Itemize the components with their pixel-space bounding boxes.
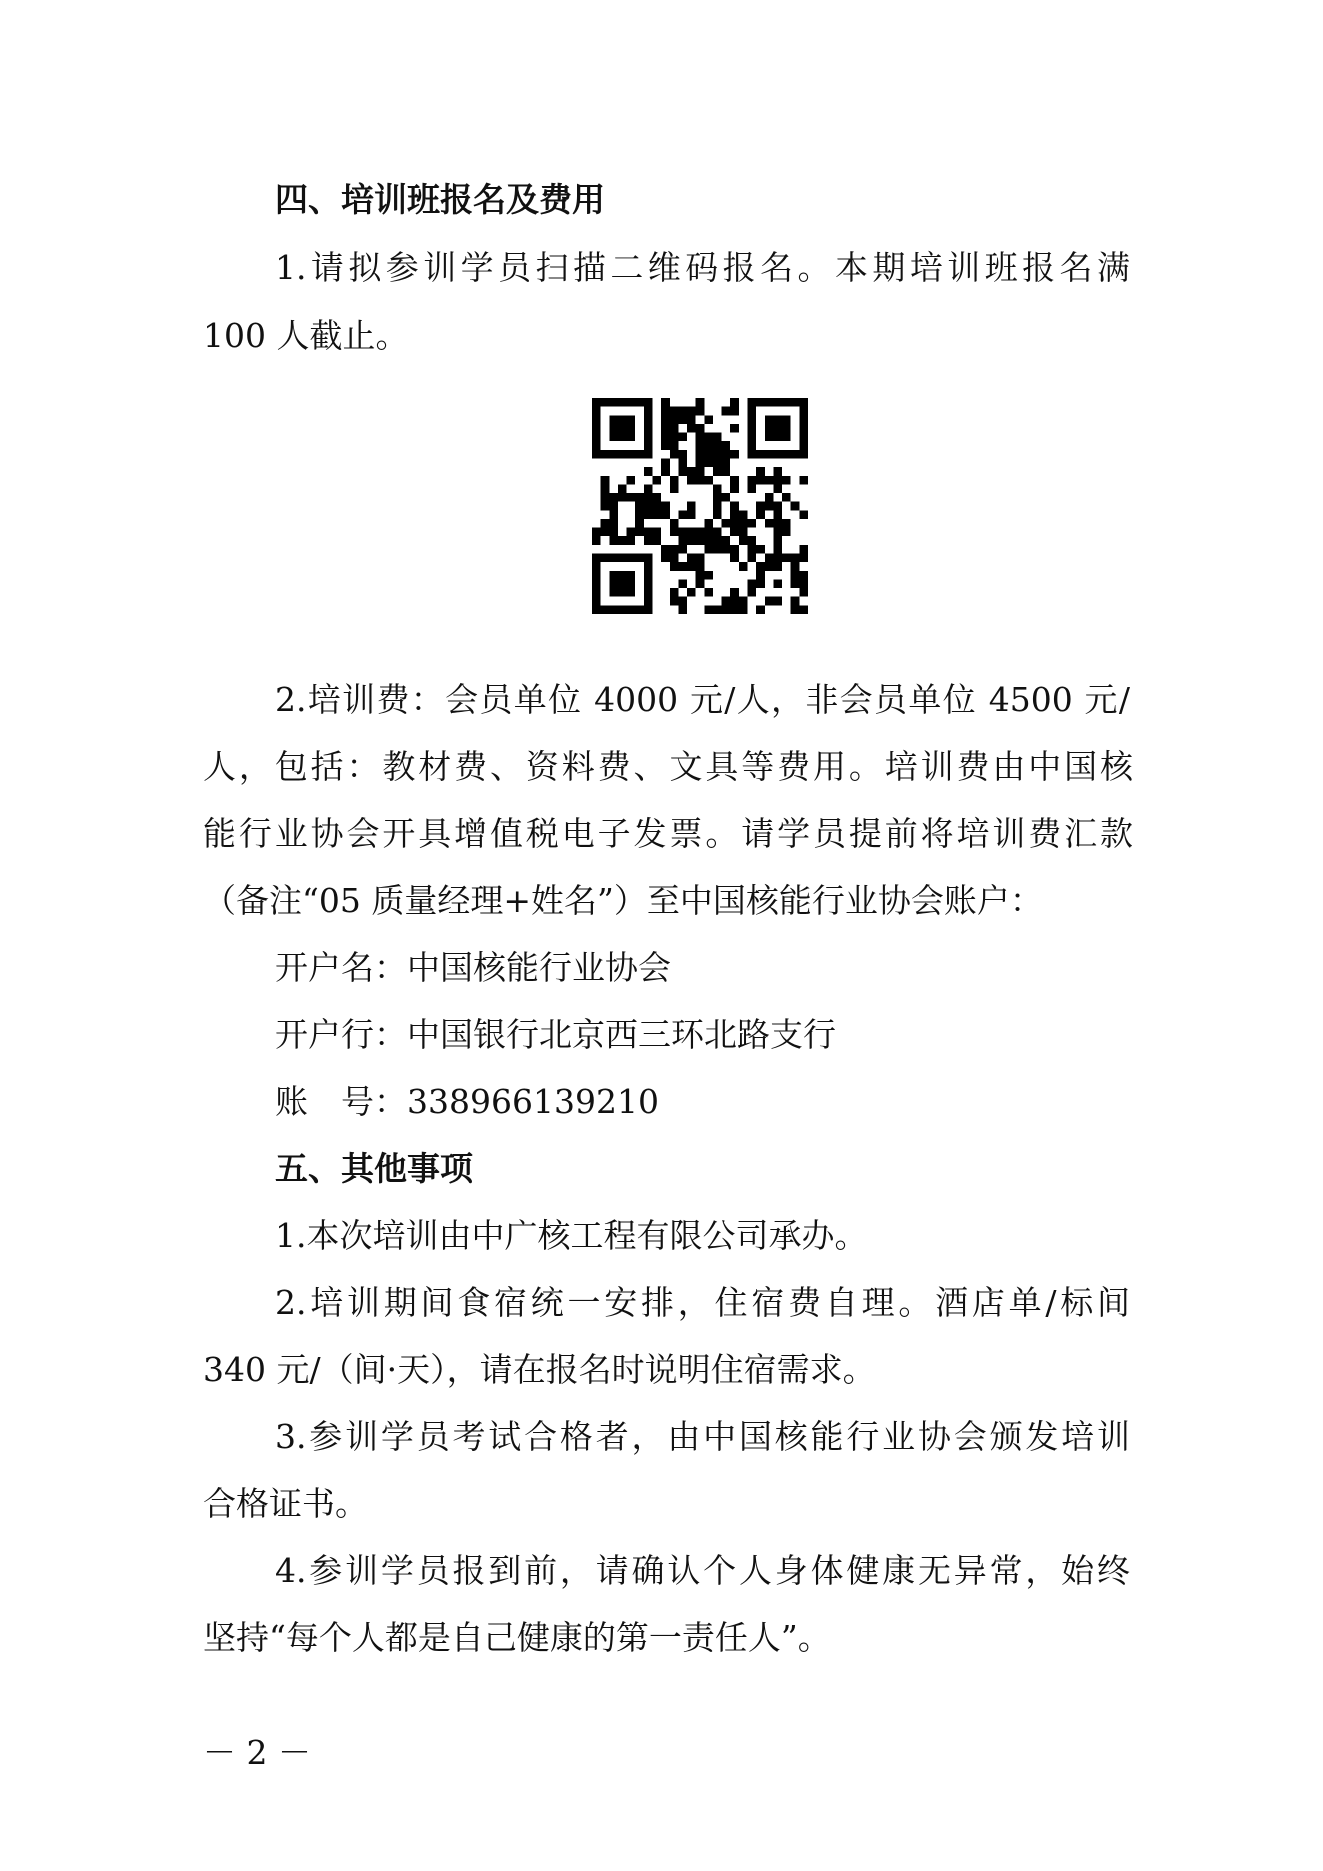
qr-module xyxy=(713,502,722,511)
qr-module xyxy=(704,536,713,545)
qr-module xyxy=(678,450,687,459)
s5-item2-line1: 2.培训期间食宿统一安排，住宿费自理。酒店单/标间 xyxy=(275,1283,1130,1322)
qr-module xyxy=(773,476,782,485)
qr-module xyxy=(773,484,782,493)
qr-module xyxy=(713,605,722,614)
qr-module xyxy=(687,502,696,511)
qr-module xyxy=(609,510,618,519)
qr-module xyxy=(791,562,800,571)
qr-module xyxy=(601,476,610,485)
qr-module xyxy=(799,476,808,485)
qr-module xyxy=(627,493,636,502)
qr-module xyxy=(730,519,739,528)
qr-module xyxy=(704,450,713,459)
qr-module xyxy=(765,562,774,571)
qr-module xyxy=(730,476,739,485)
qr-module xyxy=(782,519,791,528)
qr-module xyxy=(592,528,601,537)
qr-module xyxy=(661,441,670,450)
qr-module xyxy=(782,476,791,485)
qr-module xyxy=(687,407,696,416)
qr-module xyxy=(791,502,800,511)
qr-module xyxy=(722,536,731,545)
qr-module xyxy=(773,554,782,563)
qr-module xyxy=(730,450,739,459)
qr-module xyxy=(670,562,679,571)
qr-module xyxy=(739,605,748,614)
qr-module xyxy=(713,433,722,442)
qr-module xyxy=(756,579,765,588)
qr-module xyxy=(652,493,661,502)
qr-module xyxy=(799,510,808,519)
qr-module xyxy=(773,579,782,588)
s4-item2-line4: （备注“05 质量经理+姓名”）至中国核能行业协会账户： xyxy=(203,881,1043,920)
qr-module xyxy=(713,450,722,459)
qr-module xyxy=(799,545,808,554)
qr-module xyxy=(644,502,653,511)
qr-module xyxy=(661,458,670,467)
qr-module xyxy=(748,554,757,563)
qr-module xyxy=(704,571,713,580)
qr-module xyxy=(748,536,757,545)
section-5-heading: 五、其他事项 xyxy=(275,1149,473,1188)
qr-module xyxy=(652,536,661,545)
qr-module xyxy=(687,588,696,597)
qr-module xyxy=(773,545,782,554)
qr-module xyxy=(678,545,687,554)
qr-module xyxy=(722,519,731,528)
qr-module xyxy=(713,441,722,450)
qr-module xyxy=(592,536,601,545)
qr-module xyxy=(765,519,774,528)
qr-module xyxy=(730,398,739,407)
qr-module xyxy=(713,528,722,537)
qr-module xyxy=(644,528,653,537)
s4-item2-line1: 2.培训费：会员单位 4000 元/人，非会员单位 4500 元/ xyxy=(275,680,1130,719)
qr-module xyxy=(678,562,687,571)
qr-module xyxy=(773,562,782,571)
qr-module xyxy=(696,424,705,433)
qr-module xyxy=(773,536,782,545)
qr-module xyxy=(782,493,791,502)
qr-module xyxy=(773,467,782,476)
qr-module xyxy=(739,536,748,545)
qr-module xyxy=(627,536,636,545)
qr-module xyxy=(722,493,731,502)
qr-module xyxy=(704,441,713,450)
qr-module xyxy=(687,415,696,424)
qr-module xyxy=(678,605,687,614)
qr-module xyxy=(748,588,757,597)
qr-module xyxy=(618,484,627,493)
qr-module xyxy=(756,571,765,580)
qr-module xyxy=(713,545,722,554)
qr-module xyxy=(730,510,739,519)
qr-module xyxy=(799,579,808,588)
qr-module xyxy=(670,433,679,442)
qr-module xyxy=(730,588,739,597)
qr-module xyxy=(756,545,765,554)
qr-module xyxy=(609,536,618,545)
qr-module xyxy=(635,519,644,528)
qr-module xyxy=(739,510,748,519)
s5-item1: 1.本次培训由中广核工程有限公司承办。 xyxy=(275,1216,868,1255)
qr-module xyxy=(704,433,713,442)
qr-module xyxy=(670,450,679,459)
qr-module xyxy=(678,467,687,476)
qr-module xyxy=(704,545,713,554)
qr-module xyxy=(791,597,800,606)
qr-module xyxy=(799,554,808,563)
qr-module xyxy=(696,407,705,416)
qr-module xyxy=(739,597,748,606)
qr-module xyxy=(644,493,653,502)
qr-module xyxy=(704,415,713,424)
qr-module xyxy=(661,433,670,442)
s4-item1-line2: 100 人截止。 xyxy=(203,316,409,355)
qr-module xyxy=(644,484,653,493)
qr-module xyxy=(661,510,670,519)
qr-module xyxy=(696,458,705,467)
qr-module xyxy=(661,415,670,424)
qr-module xyxy=(644,510,653,519)
qr-module xyxy=(748,579,757,588)
qr-module xyxy=(670,407,679,416)
qr-module xyxy=(670,476,679,485)
account-bank: 开户行：中国银行北京西三环北路支行 xyxy=(275,1015,836,1054)
qr-module xyxy=(799,605,808,614)
page-number: － 2 － xyxy=(203,1733,311,1772)
qr-module xyxy=(791,605,800,614)
qr-module xyxy=(670,528,679,537)
qr-module xyxy=(652,502,661,511)
qr-module xyxy=(765,502,774,511)
qr-module xyxy=(601,519,610,528)
section-4-heading: 四、培训班报名及费用 xyxy=(275,180,605,219)
qr-module xyxy=(765,554,774,563)
qr-module xyxy=(773,502,782,511)
qr-module xyxy=(609,519,618,528)
qr-module xyxy=(687,528,696,537)
qr-module xyxy=(704,458,713,467)
qr-module xyxy=(609,493,618,502)
qr-module xyxy=(644,467,653,476)
qr-module xyxy=(618,536,627,545)
qr-module xyxy=(739,519,748,528)
qr-module xyxy=(704,519,713,528)
qr-module xyxy=(704,605,713,614)
qr-module xyxy=(704,476,713,485)
qr-module xyxy=(756,605,765,614)
qr-module xyxy=(730,597,739,606)
qr-module xyxy=(696,433,705,442)
qr-module xyxy=(635,510,644,519)
qr-module xyxy=(601,484,610,493)
qr-module xyxy=(687,467,696,476)
qr-module xyxy=(678,597,687,606)
qr-module xyxy=(791,571,800,580)
qr-module xyxy=(722,450,731,459)
qr-module xyxy=(601,493,610,502)
qr-module xyxy=(670,415,679,424)
qr-module xyxy=(713,493,722,502)
qr-module xyxy=(773,528,782,537)
qr-module xyxy=(748,545,757,554)
qr-module xyxy=(627,528,636,537)
qr-module xyxy=(635,502,644,511)
qr-module xyxy=(696,536,705,545)
qr-module xyxy=(730,545,739,554)
qr-module xyxy=(687,536,696,545)
qr-module xyxy=(782,528,791,537)
qr-module xyxy=(773,510,782,519)
qr-module xyxy=(670,441,679,450)
qr-module xyxy=(687,510,696,519)
qr-module xyxy=(661,424,670,433)
qr-module xyxy=(635,493,644,502)
qr-module xyxy=(756,467,765,476)
qr-module xyxy=(765,597,774,606)
qr-module xyxy=(687,424,696,433)
qr-module xyxy=(782,554,791,563)
qr-module xyxy=(696,476,705,485)
qr-module xyxy=(687,562,696,571)
qr-module xyxy=(713,510,722,519)
qr-module xyxy=(696,450,705,459)
qr-module xyxy=(678,458,687,467)
qr-module xyxy=(661,545,670,554)
qr-module xyxy=(773,597,782,606)
s5-item2-line2: 340 元/（间·天），请在报名时说明住宿需求。 xyxy=(203,1350,876,1389)
qr-module xyxy=(618,493,627,502)
qr-module xyxy=(661,407,670,416)
s4-item1-line1: 1.请拟参训学员扫描二维码报名。本期培训班报名满 xyxy=(275,248,1130,287)
qr-module xyxy=(652,528,661,537)
qr-module xyxy=(670,545,679,554)
s5-item3-line1: 3.参训学员考试合格者，由中国核能行业协会颁发培训 xyxy=(275,1417,1130,1456)
qr-module xyxy=(722,597,731,606)
qr-module xyxy=(730,424,739,433)
qr-module xyxy=(670,519,679,528)
qr-module xyxy=(670,424,679,433)
qr-module xyxy=(678,510,687,519)
qr-module xyxy=(687,476,696,485)
qr-module xyxy=(627,476,636,485)
qr-module xyxy=(661,502,670,511)
qr-module xyxy=(739,528,748,537)
qr-module xyxy=(756,510,765,519)
qr-module xyxy=(730,502,739,511)
qr-module xyxy=(670,554,679,563)
qr-module xyxy=(730,528,739,537)
qr-module xyxy=(765,476,774,485)
qr-module xyxy=(730,484,739,493)
qr-module xyxy=(601,502,610,511)
qr-module xyxy=(730,407,739,416)
qr-module xyxy=(601,528,610,537)
qr-module xyxy=(799,571,808,580)
qr-module xyxy=(713,467,722,476)
qr-module xyxy=(696,579,705,588)
qr-module xyxy=(739,562,748,571)
qr-module xyxy=(696,467,705,476)
account-name: 开户名：中国核能行业协会 xyxy=(275,948,671,987)
qr-module xyxy=(652,476,661,485)
qr-module xyxy=(635,528,644,537)
qr-module xyxy=(756,562,765,571)
qr-module xyxy=(748,519,757,528)
qr-module xyxy=(609,502,618,511)
s4-item2-line2: 人，包括：教材费、资料费、文具等费用。培训费由中国核 xyxy=(203,747,1133,786)
qr-module xyxy=(748,484,757,493)
qr-module xyxy=(722,407,731,416)
qr-module xyxy=(661,398,670,407)
qr-module xyxy=(609,528,618,537)
qr-module xyxy=(678,415,687,424)
qr-module xyxy=(799,588,808,597)
s5-item4-line1: 4.参训学员报到前，请确认个人身体健康无异常，始终 xyxy=(275,1551,1130,1590)
qr-module xyxy=(773,519,782,528)
qr-module xyxy=(713,536,722,545)
qr-module xyxy=(696,571,705,580)
qr-module xyxy=(696,441,705,450)
qr-module xyxy=(722,605,731,614)
qr-module xyxy=(722,441,731,450)
qr-module xyxy=(765,493,774,502)
qr-module xyxy=(730,554,739,563)
qr-module xyxy=(696,554,705,563)
qr-module xyxy=(704,528,713,537)
qr-module xyxy=(756,502,765,511)
s4-item2-line3: 能行业协会开具增值税电子发票。请学员提前将培训费汇款 xyxy=(203,814,1133,853)
qr-module xyxy=(670,484,679,493)
qr-module xyxy=(696,562,705,571)
qr-module xyxy=(722,458,731,467)
qr-module xyxy=(756,476,765,485)
qr-module xyxy=(678,407,687,416)
s5-item4-line2: 坚持“每个人都是自己健康的第一责任人”。 xyxy=(203,1618,831,1657)
qr-module xyxy=(661,554,670,563)
s5-item3-line2: 合格证书。 xyxy=(203,1484,368,1523)
qr-module xyxy=(713,484,722,493)
qr-code-icon xyxy=(592,398,808,614)
qr-module xyxy=(748,476,757,485)
qr-module xyxy=(696,398,705,407)
qr-module xyxy=(687,554,696,563)
qr-module xyxy=(696,528,705,537)
qr-module xyxy=(678,579,687,588)
qr-module xyxy=(644,536,653,545)
qr-module xyxy=(704,588,713,597)
qr-module xyxy=(670,588,679,597)
qr-module xyxy=(670,597,679,606)
qr-module xyxy=(722,545,731,554)
qr-module xyxy=(652,510,661,519)
qr-module xyxy=(678,433,687,442)
qr-module xyxy=(678,536,687,545)
qr-module xyxy=(730,605,739,614)
qr-module xyxy=(791,579,800,588)
qr-module xyxy=(713,458,722,467)
qr-module xyxy=(722,467,731,476)
account-number: 账 号：338966139210 xyxy=(275,1082,659,1121)
qr-module xyxy=(661,467,670,476)
qr-module xyxy=(678,528,687,537)
qr-module xyxy=(791,554,800,563)
